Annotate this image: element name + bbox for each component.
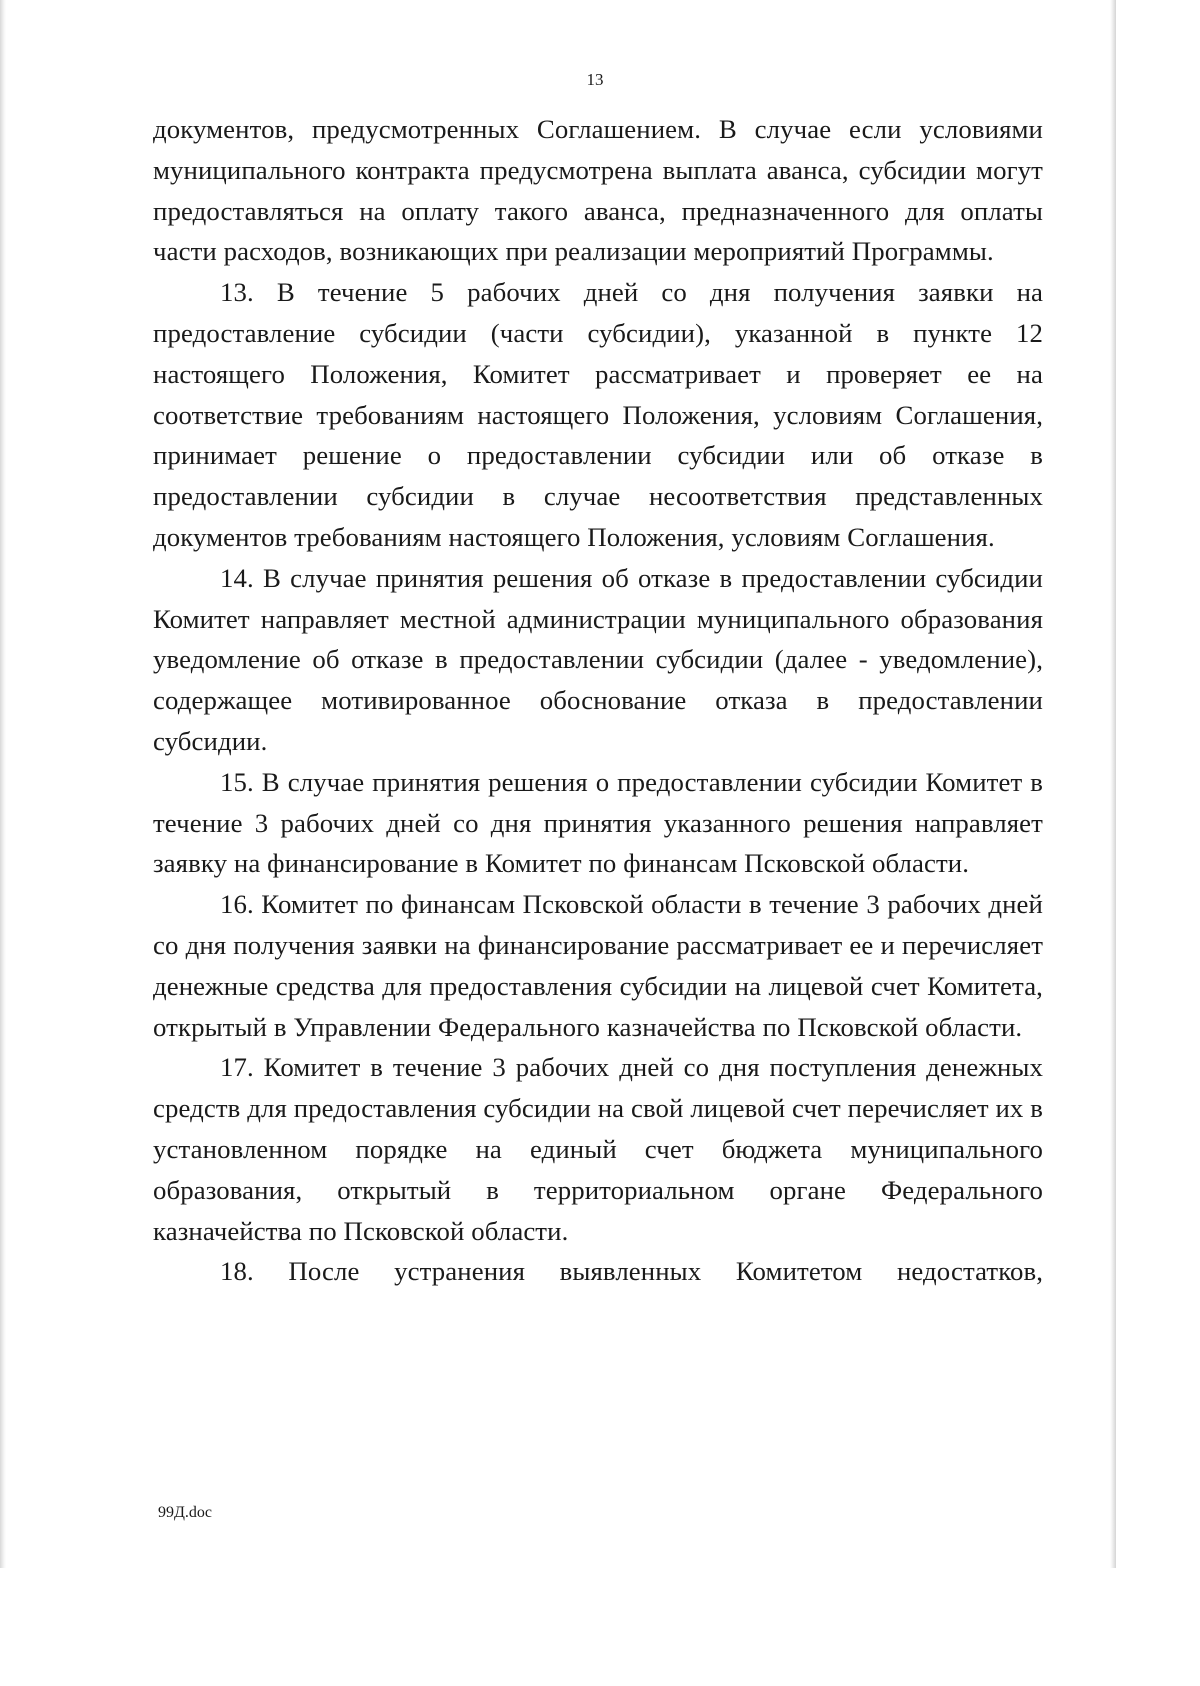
- paragraph-18: 18. После устранения выявленных Комитетом недостатков,: [220, 1256, 1043, 1287]
- scan-edge-right: [1110, 0, 1116, 1568]
- page-number: 13: [586, 70, 604, 89]
- paragraph-14: 14. В случае принятия решения об отказе в предоставлении субсидии Комитет направляет местной администрации муниципального образования уведомление об отказе в предоставлении субсидии (далее - уведомление), содержащее мотивированное обоснование отказа в предоставлении субсидии.: [153, 562, 1043, 756]
- paragraph-17: 17. Комитет в течение 3 рабочих дней со дня поступления денежных средств для предоставления субсидии на свой лицевой счет перечисляет их в установленном порядке на единый счет бюджета муниципального образования, открытый в территориальном органе Федерального казначейства по Псковской области.: [153, 1052, 1043, 1246]
- document-body: [153, 109, 1043, 1292]
- paragraph-continuation: документов, предусмотренных Соглашением. В случае если условиями муниципального контракта предусмотрена выплата аванса, субсидии могут предоставляться на оплату такого аванса, предназначенного для оплаты части расходов, возникающих при реализации мероприятий Программы.: [153, 114, 1043, 267]
- paragraph-16: 16. Комитет по финансам Псковской области в течение 3 рабочих дней со дня получения заявки на финансирование рассматривает ее и перечисляет денежные средства для предоставления субсидии на лицевой счет Комитета, открытый в Управлении Федерального казначейства по Псковской области.: [153, 889, 1043, 1042]
- paragraph-15: 15. В случае принятия решения о предоставлении субсидии Комитет в течение 3 рабочих дней со дня принятия указанного решения направляет заявку на финансирование в Комитет по финансам Псковской области.: [153, 766, 1043, 879]
- scan-edge-left: [0, 0, 6, 1568]
- footer-filename: 99Д.doc: [158, 1504, 213, 1521]
- paragraph-13: 13. В течение 5 рабочих дней со дня получения заявки на предоставление субсидии (части субсидии), указанной в пункте 12 настоящего Положения, Комитет рассматривает и проверяет ее на соответствие требованиям настоящего Положения, условиям Соглашения, принимает решение о предоставлении субсидии или об отказе в предоставлении субсидии в случае несоответствия представленных документов требованиям настоящего Положения, условиям Соглашения.: [153, 277, 1043, 552]
